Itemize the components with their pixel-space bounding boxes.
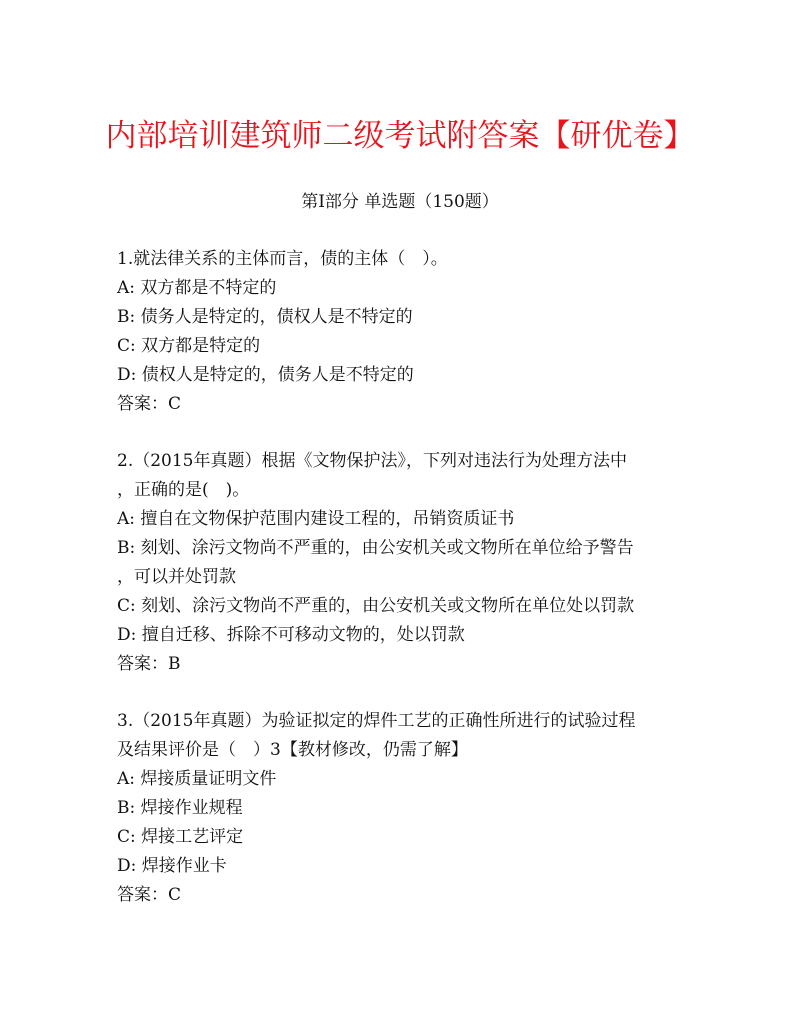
- option-c: C: 焊接工艺评定: [117, 827, 244, 847]
- question-stem: 2.（2015年真题）根据《文物保护法》，下列对违法行为处理方法中: [117, 451, 627, 471]
- option-a: A: 双方都是不特定的: [117, 278, 277, 298]
- option-b: B: 焊接作业规程: [117, 798, 243, 818]
- section-heading: 第I部分 单选题（150题）: [301, 192, 499, 212]
- question-2: [117, 447, 697, 679]
- option-c: C: 刻划、涂污文物尚不严重的，由公安机关或文物所在单位处以罚款: [117, 596, 635, 616]
- question-list: [117, 245, 697, 938]
- question-3: [117, 707, 697, 910]
- document-title: 内部培训建筑师二级考试附答案【研优卷】: [105, 118, 695, 154]
- option-a: A: 焊接质量证明文件: [117, 769, 277, 789]
- question-stem-continued: ，正确的是( )。: [117, 480, 250, 500]
- answer-line: 答案：C: [117, 394, 182, 414]
- option-b: B: 刻划、涂污文物尚不严重的，由公安机关或文物所在单位给予警告: [117, 538, 634, 558]
- option-d: D: 债权人是特定的，债务人是不特定的: [117, 365, 414, 385]
- answer-line: 答案：C: [117, 885, 182, 905]
- question-stem: 3.（2015年真题）为验证拟定的焊件工艺的正确性所进行的试验过程: [117, 711, 636, 731]
- question-stem: 1.就法律关系的主体而言，债的主体（ ）。: [117, 249, 448, 269]
- option-b-continued: ，可以并处罚款: [117, 567, 236, 587]
- option-b: B: 债务人是特定的，债权人是不特定的: [117, 307, 413, 327]
- answer-line: 答案：B: [117, 654, 181, 674]
- option-a: A: 擅自在文物保护范围内建设工程的，吊销资质证书: [117, 509, 515, 529]
- option-d: D: 擅自迁移、拆除不可移动文物的，处以罚款: [117, 625, 465, 645]
- option-d: D: 焊接作业卡: [117, 856, 227, 876]
- question-stem-continued: 及结果评价是（ ）3【教材修改，仍需了解】: [117, 740, 468, 760]
- question-1: [117, 245, 697, 419]
- option-c: C: 双方都是特定的: [117, 336, 261, 356]
